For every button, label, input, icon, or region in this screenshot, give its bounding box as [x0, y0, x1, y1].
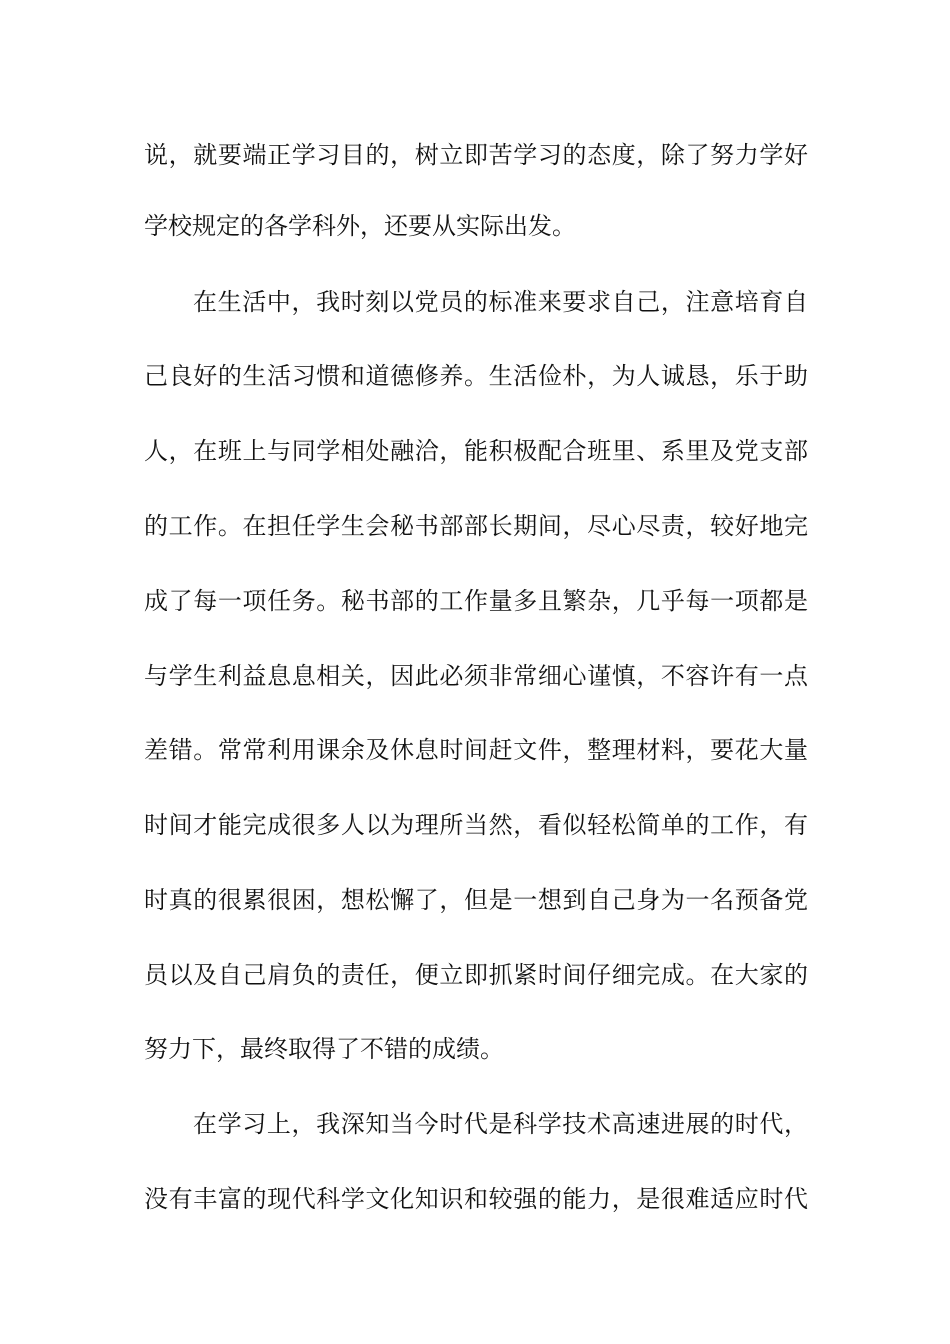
text-line: 在生活中，我时刻以党员的标准来要求自己，注意培育自 — [193, 288, 808, 316]
text-line: 没有丰富的现代科学文化知识和较强的能力，是很难适应时代 — [144, 1185, 808, 1213]
text-line: 在学习上，我深知当今时代是科学技术高速进展的时代， — [193, 1110, 808, 1138]
text-line: 学校规定的各学科外，还要从实际出发。 — [144, 212, 576, 240]
text-line: 成了每一项任务。秘书部的工作量多且繁杂，几乎每一项都是 — [144, 587, 808, 615]
text-line: 时真的很累很困，想松懈了，但是一想到自己身为一名预备党 — [144, 886, 808, 914]
text-line: 员以及自己肩负的责任，便立即抓紧时间仔细完成。在大家的 — [144, 961, 808, 989]
text-line: 与学生利益息息相关，因此必须非常细心谨慎，不容许有一点 — [144, 662, 808, 690]
text-line: 差错。常常利用课余及休息时间赶文件，整理材料，要花大量 — [144, 736, 808, 764]
text-line: 说，就要端正学习目的，树立即苦学习的态度，除了努力学好 — [144, 141, 808, 169]
text-line: 时间才能完成很多人以为理所当然，看似轻松简单的工作，有 — [144, 811, 808, 839]
text-line: 人，在班上与同学相处融洽，能积极配合班里、系里及党支部 — [144, 437, 808, 465]
text-line: 的工作。在担任学生会秘书部部长期间，尽心尽责，较好地完 — [144, 512, 808, 540]
text-line: 努力下，最终取得了不错的成绩。 — [144, 1035, 504, 1063]
text-line: 己良好的生活习惯和道德修养。生活俭朴，为人诚恳，乐于助 — [144, 362, 808, 390]
